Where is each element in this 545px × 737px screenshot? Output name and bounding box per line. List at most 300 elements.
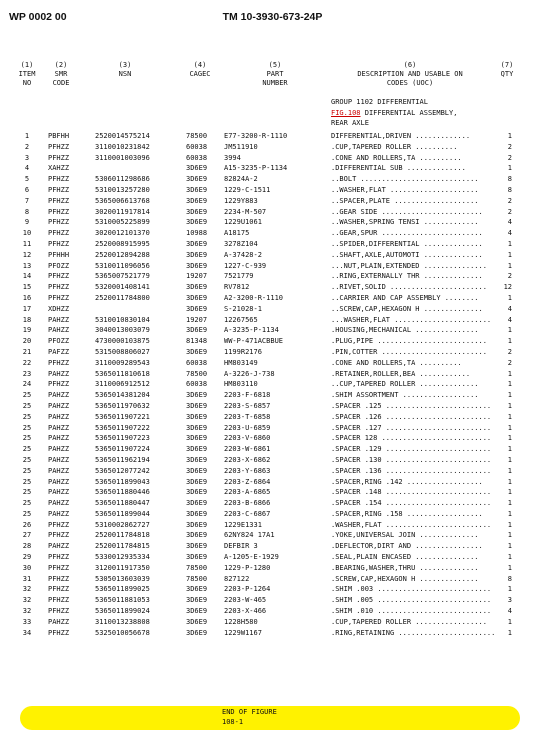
item-number: 5 (24, 175, 30, 184)
cage-code: 3D6E9 (186, 412, 208, 421)
nsn: 5365011899044 (95, 509, 150, 518)
cage-code: 78500 (186, 369, 208, 378)
cage-code: 60038 (186, 142, 208, 151)
quantity: 1 (507, 261, 512, 270)
table-row (0, 520, 545, 531)
cage-code: 3D6E9 (186, 553, 208, 562)
part-number: A-1205-E-1929 (224, 553, 279, 562)
cage-code: 10988 (186, 229, 208, 238)
part-number: 2203-U-6859 (224, 423, 271, 432)
smr-code: PFHZZ (48, 380, 70, 389)
smr-code: PFHZZ (48, 520, 70, 529)
part-number: 2203-W-6861 (224, 445, 271, 454)
item-number: 22 (22, 358, 32, 367)
table-row (0, 574, 545, 585)
parts-table (0, 131, 545, 638)
col-description-header: (6) DESCRIPTION AND USABLE ON CODES (UOC) (357, 61, 463, 87)
item-number: 17 (22, 304, 32, 313)
description: .SHIM .010 ........................... (331, 607, 492, 616)
part-number: A-3226-J-738 (224, 369, 275, 378)
part-number: A-3235-P-1134 (224, 326, 279, 335)
item-number: 34 (22, 628, 32, 637)
nsn: 5306011298686 (95, 175, 150, 184)
smr-code: PAHZZ (48, 488, 70, 497)
nsn: 5365011881053 (95, 596, 150, 605)
description: .CUP,TAPERED ROLLER ................. (331, 617, 487, 626)
quantity: 2 (507, 207, 512, 216)
quantity: 1 (507, 445, 512, 454)
figure-stamp: FIG.108 (331, 108, 361, 117)
quantity: 1 (507, 488, 512, 497)
cage-code: 3D6E9 (186, 293, 208, 302)
part-number: A-37428-2 (224, 250, 262, 259)
part-number: S-21028-1 (224, 304, 262, 313)
item-number: 25 (22, 499, 32, 508)
col-part-number-header: (5) PART NUMBER (262, 61, 288, 87)
part-number: 1227-C-939 (224, 261, 267, 270)
description: .SPACER .148 ......................... (331, 488, 492, 497)
description: .RING,RETAINING ....................... (331, 628, 496, 637)
smr-code: PFHZZ (48, 585, 70, 594)
quantity: 4 (507, 315, 512, 324)
description: .SPACER .154 ......................... (331, 499, 492, 508)
part-number: 1228H580 (224, 617, 258, 626)
part-number: 1229-P-1280 (224, 563, 271, 572)
part-number: 2203-B-6866 (224, 499, 271, 508)
smr-code: PFHZZ (48, 607, 70, 616)
item-number: 29 (22, 553, 32, 562)
quantity: 1 (507, 509, 512, 518)
quantity: 2 (507, 153, 512, 162)
smr-code: PAHZZ (48, 542, 70, 551)
smr-code: PFHZZ (48, 563, 70, 572)
col-nsn-header: (3) NSN (118, 61, 132, 78)
table-row (0, 498, 545, 509)
table-row (0, 142, 545, 153)
cage-code: 60038 (186, 380, 208, 389)
item-number: 30 (22, 563, 32, 572)
nsn: 5365012077242 (95, 466, 150, 475)
quantity: 1 (507, 477, 512, 486)
part-number: 1229E1331 (224, 520, 262, 529)
quantity: 8 (507, 185, 512, 194)
description: ..BOLT ............................ (331, 175, 479, 184)
table-row (0, 477, 545, 488)
table-row (0, 584, 545, 595)
smr-code: PAHZZ (48, 477, 70, 486)
col-qty-header: (7) QTY (500, 61, 514, 78)
part-number: 2203-P-1264 (224, 585, 271, 594)
table-row (0, 196, 545, 207)
nsn: 5365011907223 (95, 434, 150, 443)
description: .HOUSING,MECHANICAL ............... (331, 326, 479, 335)
description: ..WASHER,SPRING TENSI ............. (331, 218, 479, 227)
part-number: JM511910 (224, 142, 258, 151)
part-number: 1229U1061 (224, 218, 262, 227)
item-number: 25 (22, 509, 32, 518)
nsn: 5310013257280 (95, 185, 150, 194)
item-number: 4 (24, 164, 30, 173)
smr-code: PFHZZ (48, 142, 70, 151)
quantity: 1 (507, 563, 512, 572)
nsn: 5365011880447 (95, 499, 150, 508)
cage-code: 3D6E9 (186, 499, 208, 508)
cage-code: 3D6E9 (186, 477, 208, 486)
nsn: 4730000103875 (95, 337, 150, 346)
smr-code: XDHZZ (48, 304, 70, 313)
description: .CONE AND ROLLERS,TA .......... (331, 153, 462, 162)
quantity: 1 (507, 293, 512, 302)
cage-code: 3D6E9 (186, 391, 208, 400)
item-number: 25 (22, 423, 32, 432)
quantity: 1 (507, 531, 512, 540)
part-number: E77-3200-R-1110 (224, 132, 288, 140)
table-row (0, 530, 545, 541)
part-number: 2203-F-6818 (224, 391, 271, 400)
table-row (0, 315, 545, 326)
quantity: 1 (507, 250, 512, 259)
part-number: 7521779 (224, 272, 254, 281)
cage-code: 3D6E9 (186, 466, 208, 475)
item-number: 25 (22, 412, 32, 421)
description: .DIFFERENTIAL SUB .............. (331, 164, 466, 173)
nsn: 5310011096056 (95, 261, 150, 270)
col-cagec-header: (4) CAGEC (189, 61, 211, 78)
part-number: A15-3235-P-1134 (224, 164, 288, 173)
table-row (0, 239, 545, 250)
cage-code: 3D6E9 (186, 531, 208, 540)
cage-code: 81348 (186, 337, 208, 346)
table-row (0, 271, 545, 282)
quantity: 1 (507, 553, 512, 562)
part-number: A18175 (224, 229, 250, 238)
smr-code: PFHZZ (48, 293, 70, 302)
item-number: 6 (24, 185, 30, 194)
end-of-figure-text: END OF FIGURE (222, 708, 277, 716)
cage-code: 3D6E9 (186, 218, 208, 227)
cage-code: 3D6E9 (186, 617, 208, 626)
item-number: 19 (22, 326, 32, 335)
smr-code: PFOZZ (48, 337, 70, 346)
item-number: 32 (22, 596, 32, 605)
smr-code: PFHZZ (48, 153, 70, 162)
cage-code: 3D6E9 (186, 347, 208, 356)
part-number: A2-3200-R-1110 (224, 293, 284, 302)
nsn: 5365011962194 (95, 455, 150, 464)
smr-code: PAHZZ (48, 412, 70, 421)
smr-code: PFHZZ (48, 283, 70, 292)
quantity: 3 (507, 596, 512, 605)
table-row (0, 304, 545, 315)
nsn: 5365014381204 (95, 391, 150, 400)
part-number: RV7812 (224, 283, 250, 292)
cage-code: 3D6E9 (186, 261, 208, 270)
smr-code: PAHZZ (48, 315, 70, 324)
table-row (0, 282, 545, 293)
cage-code: 3D6E9 (186, 488, 208, 497)
nsn: 5365011907222 (95, 423, 150, 432)
cage-code: 60038 (186, 358, 208, 367)
quantity: 1 (507, 132, 512, 140)
quantity: 1 (507, 380, 512, 389)
quantity: 12 (503, 283, 512, 292)
table-row (0, 487, 545, 498)
smr-code: XAHZZ (48, 164, 70, 173)
nsn: 5365011907221 (95, 412, 150, 421)
nsn: 5365011899024 (95, 607, 150, 616)
nsn: 2520011784815 (95, 542, 150, 551)
item-number: 32 (22, 607, 32, 616)
quantity: 4 (507, 304, 512, 313)
part-number: 2203-V-6860 (224, 434, 271, 443)
nsn: 5365011970632 (95, 401, 150, 410)
item-number: 7 (24, 196, 30, 205)
description: .SPACER .136 ......................... (331, 466, 492, 475)
table-row (0, 455, 545, 466)
nsn: 3110001003096 (95, 153, 150, 162)
cage-code: 3D6E9 (186, 585, 208, 594)
description: ..RIVET,SOLID ....................... (331, 283, 487, 292)
description: .SPACER .130 ......................... (331, 455, 492, 464)
description: .SHIM .005 ........................... (331, 596, 492, 605)
description: .SPACER .125 ......................... (331, 401, 492, 410)
table-row (0, 433, 545, 444)
cage-code: 3D6E9 (186, 326, 208, 335)
cage-code: 78500 (186, 574, 208, 583)
part-number: 2203-Z-6864 (224, 477, 271, 486)
cage-code: 3D6E9 (186, 401, 208, 410)
smr-code: PFHZZ (48, 596, 70, 605)
nsn: 3110010231842 (95, 142, 150, 151)
part-number: 62NY824 17A1 (224, 531, 275, 540)
figure-subtitle: REAR AXLE (331, 119, 369, 127)
quantity: 8 (507, 175, 512, 184)
part-number: 1229-C-1511 (224, 185, 271, 194)
quantity: 4 (507, 229, 512, 238)
cage-code: 3D6E9 (186, 607, 208, 616)
item-number: 28 (22, 542, 32, 551)
quantity: 1 (507, 585, 512, 594)
smr-code: PFHZZ (48, 207, 70, 216)
description: ..SHAFT,AXLE,AUTOMOTI .............. (331, 250, 483, 259)
quantity: 2 (507, 142, 512, 151)
table-row (0, 131, 545, 142)
table-row (0, 347, 545, 358)
description: .SPACER,RING .158 .................. (331, 509, 483, 518)
item-number: 25 (22, 391, 32, 400)
quantity: 1 (507, 434, 512, 443)
description: .SPACER .126 ......................... (331, 412, 492, 421)
smr-code: PFHZZ (48, 553, 70, 562)
description: ..WASHER,FLAT ..................... (331, 185, 479, 194)
smr-code: PFHZZ (48, 185, 70, 194)
item-number: 8 (24, 207, 30, 216)
part-number: 2203-Y-6863 (224, 466, 271, 475)
description: ..SPIDER,DIFFERENTIAL .............. (331, 239, 483, 248)
table-row (0, 617, 545, 628)
part-number: 2203-A-6865 (224, 488, 271, 497)
table-row (0, 541, 545, 552)
smr-code: PAHZZ (48, 509, 70, 518)
quantity: 2 (507, 358, 512, 367)
part-number: 2203-C-6867 (224, 509, 271, 518)
table-row (0, 163, 545, 174)
table-row (0, 369, 545, 380)
table-row (0, 412, 545, 423)
part-number: 2203-X-6862 (224, 455, 271, 464)
quantity: 1 (507, 542, 512, 551)
nsn: 3110006912512 (95, 380, 150, 389)
cage-code: 78500 (186, 563, 208, 572)
quantity: 1 (507, 617, 512, 626)
cage-code: 3D6E9 (186, 455, 208, 464)
cage-code: 19207 (186, 272, 208, 281)
quantity: 1 (507, 326, 512, 335)
part-number: 2203-W-465 (224, 596, 267, 605)
col-item-header: (1) ITEM NO (18, 61, 36, 87)
part-number: WW-P-471ACBBUE (224, 337, 284, 346)
col-smr-header: (2) SMR CODE (52, 61, 70, 87)
quantity: 4 (507, 218, 512, 227)
table-row (0, 466, 545, 477)
quantity: 1 (507, 369, 512, 378)
table-row (0, 358, 545, 369)
item-number: 2 (24, 142, 30, 151)
description: .SCREW,CAP,HEXAGON H .............. (331, 574, 479, 583)
nsn: 5325010056678 (95, 628, 150, 637)
nsn: 2520011784818 (95, 531, 150, 540)
smr-code: PAHZZ (48, 369, 70, 378)
item-number: 14 (22, 272, 32, 281)
description: .SPACER 128 .......................... (331, 434, 492, 443)
smr-code: PFHZZ (48, 358, 70, 367)
description: .YOKE,UNIVERSAL JOIN .............. (331, 531, 479, 540)
quantity: 2 (507, 347, 512, 356)
cage-code: 3D6E9 (186, 250, 208, 259)
smr-code: PBFHH (48, 132, 70, 140)
nsn: 3120011917350 (95, 563, 150, 572)
description: .BEARING,WASHER,THRU .............. (331, 563, 479, 572)
part-number: 2203-T-6858 (224, 412, 271, 421)
description: .SPACER .127 ......................... (331, 423, 492, 432)
item-number: 27 (22, 531, 32, 540)
smr-code: PFHZZ (48, 628, 70, 637)
description: .SPACER,RING .142 .................. (331, 477, 483, 486)
description: .CUP,TAPERED ROLLER .......... (331, 142, 458, 151)
part-number: HM803149 (224, 358, 258, 367)
quantity: 1 (507, 628, 512, 637)
table-row (0, 153, 545, 164)
item-number: 32 (22, 585, 32, 594)
item-number: 24 (22, 380, 32, 389)
item-number: 25 (22, 466, 32, 475)
quantity: 1 (507, 401, 512, 410)
smr-code: PFHZZ (48, 218, 70, 227)
description: .WASHER,FLAT ......................... (331, 520, 492, 529)
nsn: 5310005225899 (95, 218, 150, 227)
cage-code: 3D6E9 (186, 509, 208, 518)
quantity: 1 (507, 164, 512, 173)
smr-code: PFHZZ (48, 574, 70, 583)
item-number: 25 (22, 434, 32, 443)
cage-code: 60038 (186, 153, 208, 162)
table-row (0, 379, 545, 390)
cage-code: 3D6E9 (186, 596, 208, 605)
item-number: 23 (22, 369, 32, 378)
nsn: 3110013238808 (95, 617, 150, 626)
smr-code: PAFZZ (48, 347, 70, 356)
cage-code: 3D6E9 (186, 304, 208, 313)
table-row (0, 261, 545, 272)
part-number: 827122 (224, 574, 250, 583)
figure-number-footer: 108-1 (222, 718, 244, 726)
quantity: 1 (507, 499, 512, 508)
quantity: 4 (507, 607, 512, 616)
quantity: 1 (507, 520, 512, 529)
table-row (0, 325, 545, 336)
description: ...NUT,PLAIN,EXTENDED ............... (331, 261, 487, 270)
table-row (0, 423, 545, 434)
part-number: 1199R2176 (224, 347, 262, 356)
table-row (0, 228, 545, 239)
description: ..CARRIER AND CAP ASSEMBLY ........ (331, 293, 479, 302)
cage-code: 3D6E9 (186, 628, 208, 637)
nsn: 5365011907224 (95, 445, 150, 454)
nsn: 5305013603039 (95, 574, 150, 583)
table-row (0, 174, 545, 185)
cage-code: 3D6E9 (186, 196, 208, 205)
group-title: GROUP 1102 DIFFERENTIAL (331, 98, 428, 106)
smr-code: PAHZZ (48, 434, 70, 443)
table-row (0, 217, 545, 228)
table-row (0, 401, 545, 412)
table-row (0, 293, 545, 304)
table-row (0, 552, 545, 563)
item-number: 33 (22, 617, 32, 626)
smr-code: PFHZZ (48, 272, 70, 281)
cage-code: 3D6E9 (186, 445, 208, 454)
table-row (0, 444, 545, 455)
item-number: 13 (22, 261, 32, 270)
nsn: 5330012935334 (95, 553, 150, 562)
quantity: 1 (507, 455, 512, 464)
description: ..GEAR SIDE ........................ (331, 207, 483, 216)
cage-code: 3D6E9 (186, 207, 208, 216)
description: DIFFERENTIAL,DRIVEN ............. (331, 132, 471, 140)
smr-code: PAHZZ (48, 617, 70, 626)
part-number: 2234-M-507 (224, 207, 267, 216)
description: ..GEAR,SPUR ........................ (331, 229, 483, 238)
description: .CONE AND ROLLERS,TA .......... (331, 358, 462, 367)
description: ..RING,EXTERNALLY THR .............. (331, 272, 483, 281)
smr-code: PAHZZ (48, 466, 70, 475)
nsn: 2520011784800 (95, 293, 150, 302)
part-number: 12267565 (224, 315, 258, 324)
cage-code: 3D6E9 (186, 423, 208, 432)
nsn: 5365006613768 (95, 196, 150, 205)
nsn: 5365011899025 (95, 585, 150, 594)
table-row (0, 185, 545, 196)
part-number: DEFBIR 3 (224, 542, 258, 551)
smr-code: PAHZZ (48, 391, 70, 400)
cage-code: 3D6E9 (186, 434, 208, 443)
quantity: 1 (507, 337, 512, 346)
item-number: 12 (22, 250, 32, 259)
item-number: 18 (22, 315, 32, 324)
item-number: 25 (22, 401, 32, 410)
item-number: 11 (22, 239, 32, 248)
nsn: 5365011880446 (95, 488, 150, 497)
